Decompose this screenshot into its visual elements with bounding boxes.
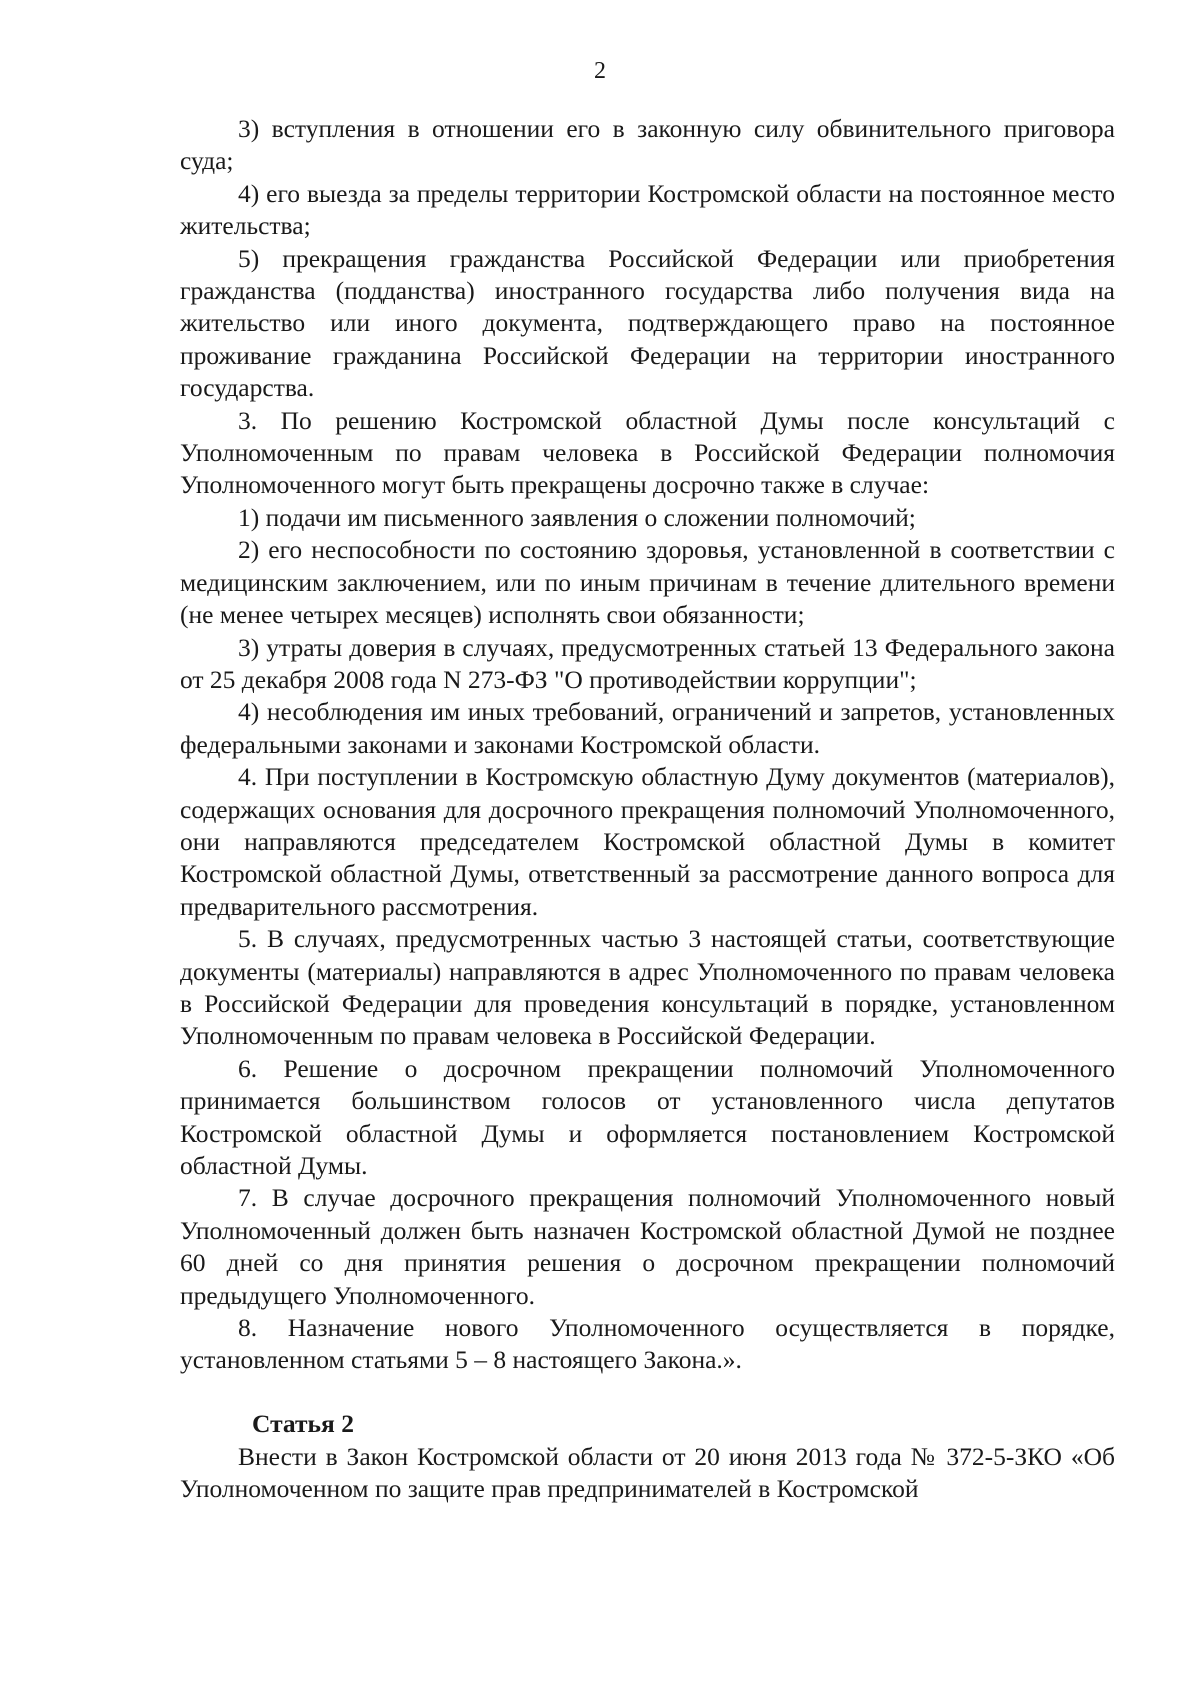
paragraph: 4. При поступлении в Костромскую областную Думу документов (материалов), содержащих основания для досрочного прекращения полномочий Уполномоченного, они направляются председателем Костромской областной Думы в комитет Костромской областной Думы, ответственный за рассмотрение данного вопроса для предварительного рассмотрения. bbox=[180, 762, 1115, 921]
page-number: 2 bbox=[594, 58, 606, 84]
article-paragraph: Внести в Закон Костромской области от 20 июня 2013 года № 372-5-ЗКО «Об Уполномоченном по защите прав предпринимателей в Костромской bbox=[180, 1441, 1115, 1504]
paragraph: 4) несоблюдения им иных требований, ограничений и запретов, установленных федеральными законами и законами Костромской области. bbox=[180, 697, 1115, 759]
paragraph: 3) вступления в отношении его в законную силу обвинительного приговора суда; bbox=[180, 114, 1115, 176]
paragraph: 7. В случае досрочного прекращения полномочий Уполномоченного новый Уполномоченный должен быть назначен Костромской областной Думой не позднее 60 дней со дня принятия решения о досрочном прекращении полномочий предыдущего Уполномоченного. bbox=[180, 1183, 1115, 1310]
paragraph: 2) его неспособности по состоянию здоровья, установленной в соответствии с медицинским заключением, или по иным причинам в течение длительного времени (не менее четырех месяцев) исполнять свои обязанности; bbox=[180, 535, 1115, 630]
document-body bbox=[180, 113, 1115, 1506]
article-heading: Статья 2 bbox=[252, 1408, 354, 1438]
paragraph: 4) его выезда за пределы территории Костромской области на постоянное место жительства; bbox=[180, 178, 1115, 241]
paragraph: 8. Назначение нового Уполномоченного осуществляется в порядке, установленном статьями 5 – 8 настоящего Закона.». bbox=[180, 1313, 1115, 1375]
paragraph: 5) прекращения гражданства Российской Федерации или приобретения гражданства (подданства) иностранного государства либо получения вида на жительство или иного документа, подтверждающего право на постоянное проживание гражданина Российской Федерации на территории иностранного государства. bbox=[180, 243, 1115, 403]
paragraph: 6. Решение о досрочном прекращении полномочий Уполномоченного принимается большинством голосов от установленного числа депутатов Костромской областной Думы и оформляется постановлением Костромской областной Думы. bbox=[180, 1053, 1115, 1180]
paragraph: 5. В случаях, предусмотренных частью 3 настоящей статьи, соответствующие документы (материалы) направляются в адрес Уполномоченного по правам человека в Российской Федерации для проведения консультаций в порядке, установленном Уполномоченным по правам человека в Российской Федерации. bbox=[180, 924, 1115, 1051]
paragraph: 3. По решению Костромской областной Думы после консультаций с Уполномоченным по правам человека в Российской Федерации полномочия Уполномоченного могут быть прекращены досрочно также в случае: bbox=[180, 405, 1115, 500]
paragraph: 1) подачи им письменного заявления о сложении полномочий; bbox=[238, 502, 916, 532]
paragraph: 3) утраты доверия в случаях, предусмотренных статьей 13 Федерального закона от 25 декабря 2008 года N 273-ФЗ "О противодействии коррупции"; bbox=[180, 632, 1115, 694]
